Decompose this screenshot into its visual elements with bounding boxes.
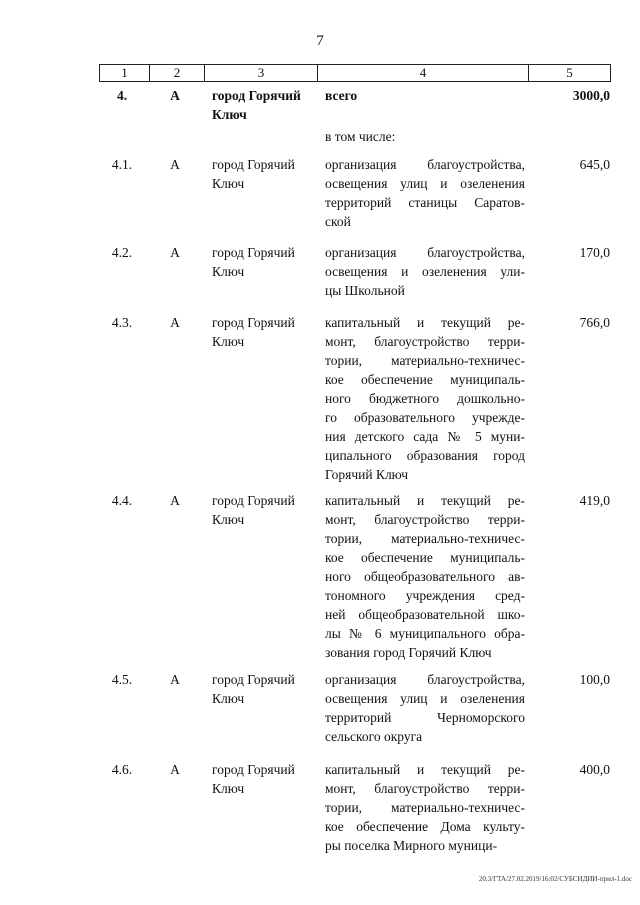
item-description-line: кое обеспечение муниципаль- [325,550,525,565]
item-description-line: организация благоустройства, [325,245,525,260]
item-description-line: ного общеобразовательного ав- [325,569,525,584]
item-place [212,313,316,351]
item-place [212,155,316,193]
item-description-line: капитальный и текущий ре- [325,762,525,777]
total-letter: А [170,88,180,103]
item-description-line: тории, материально-техничес- [325,531,525,546]
item-amount: 400,0 [579,762,610,777]
item-description-line: территорий Черноморского [325,710,525,725]
item-description-line: освещения улиц и озеленения [325,176,525,191]
item-description-line: тории, материально-техничес- [325,800,525,815]
item-description [325,313,525,484]
item-letter: А [170,157,180,172]
item-description-line: монт, благоустройство терри- [325,512,525,527]
item-place [212,491,316,529]
item-description-line: кое обеспечение Дома культу- [325,819,525,834]
item-place [212,670,316,708]
item-place [212,243,316,281]
item-number: 4.5. [111,672,133,687]
item-description-line: ры поселка Мирного муници- [325,838,498,853]
total-num: 4. [116,88,128,103]
item-place [212,760,316,798]
item-letter: А [170,672,180,687]
header-col-4: 4 [318,65,529,81]
total-place-line-2: Ключ [212,107,247,122]
item-description-line: монт, благоустройство терри- [325,781,525,796]
item-place-line: Ключ [212,691,245,706]
item-place-line: город Горячий [212,672,295,687]
item-description-line: монт, благоустройство терри- [325,334,525,349]
item-amount: 419,0 [579,493,610,508]
item-description-line: тономного учреждения сред- [325,588,525,603]
item-place-line: город Горячий [212,157,295,172]
total-amount: 3000,0 [572,88,610,103]
item-place-line: Ключ [212,334,245,349]
item-number: 4.3. [111,315,133,330]
item-number: 4.6. [111,762,133,777]
item-description [325,243,525,300]
total-place-line-1: город Горячий [212,88,301,103]
header-col-1: 1 [100,65,150,81]
item-place-line: Ключ [212,176,245,191]
item-description [325,670,525,746]
item-place-line: Ключ [212,781,245,796]
item-number: 4.2. [111,245,133,260]
item-amount: 100,0 [579,672,610,687]
item-description-line: зования город Горячий Ключ [325,645,492,660]
item-description-line: го образовательного учрежде- [325,410,525,425]
item-description-line: лы № 6 муниципального обра- [325,626,525,641]
item-description [325,491,525,662]
item-description-line: организация благоустройства, [325,672,525,687]
item-description [325,155,525,231]
item-number: 4.4. [111,493,133,508]
item-description-line: ской [325,214,351,229]
item-description-line: ного бюджетного дошкольно- [325,391,525,406]
item-place-line: Ключ [212,512,245,527]
item-description-line: освещения улиц и озеленения [325,691,525,706]
item-description-line: ципального образования город [325,448,525,463]
item-description-line: организация благоустройства, [325,157,525,172]
item-description-line: освещения и озеленения ули- [325,264,525,279]
item-description-line: цы Школьной [325,283,405,298]
page-number: 7 [316,33,324,49]
item-letter: А [170,315,180,330]
item-amount: 766,0 [579,315,610,330]
item-place-line: город Горячий [212,315,295,330]
item-place-line: Ключ [212,264,245,279]
item-description-line: ния детского сада № 5 муни- [325,429,525,444]
subtotal-label: в том числе: [325,129,396,144]
item-description-line: Горячий Ключ [325,467,409,482]
item-letter: А [170,245,180,260]
total-place [212,86,316,124]
item-place-line: город Горячий [212,245,295,260]
item-letter: А [170,493,180,508]
item-amount: 645,0 [579,157,610,172]
item-description-line: капитальный и текущий ре- [325,493,525,508]
header-col-5: 5 [566,65,573,80]
item-description-line: кое обеспечение муниципаль- [325,372,525,387]
item-description-line: сельского округа [325,729,423,744]
document-footer: 20.3/ГТА/27.02.2019/16:02/СУБСИДИИ-прил-1.doc [478,875,632,883]
item-description [325,760,525,855]
table-header-row [99,64,611,82]
total-desc: всего [325,88,358,103]
item-letter: А [170,762,180,777]
item-place-line: город Горячий [212,762,295,777]
item-place-line: город Горячий [212,493,295,508]
item-description-line: территорий станицы Саратов- [325,195,525,210]
header-col-3: 3 [205,65,318,81]
item-number: 4.1. [111,157,133,172]
item-amount: 170,0 [579,245,610,260]
item-description-line: капитальный и текущий ре- [325,315,525,330]
header-col-2: 2 [150,65,205,81]
item-description-line: тории, материально-техничес- [325,353,525,368]
item-description-line: ней общеобразовательной шко- [325,607,525,622]
